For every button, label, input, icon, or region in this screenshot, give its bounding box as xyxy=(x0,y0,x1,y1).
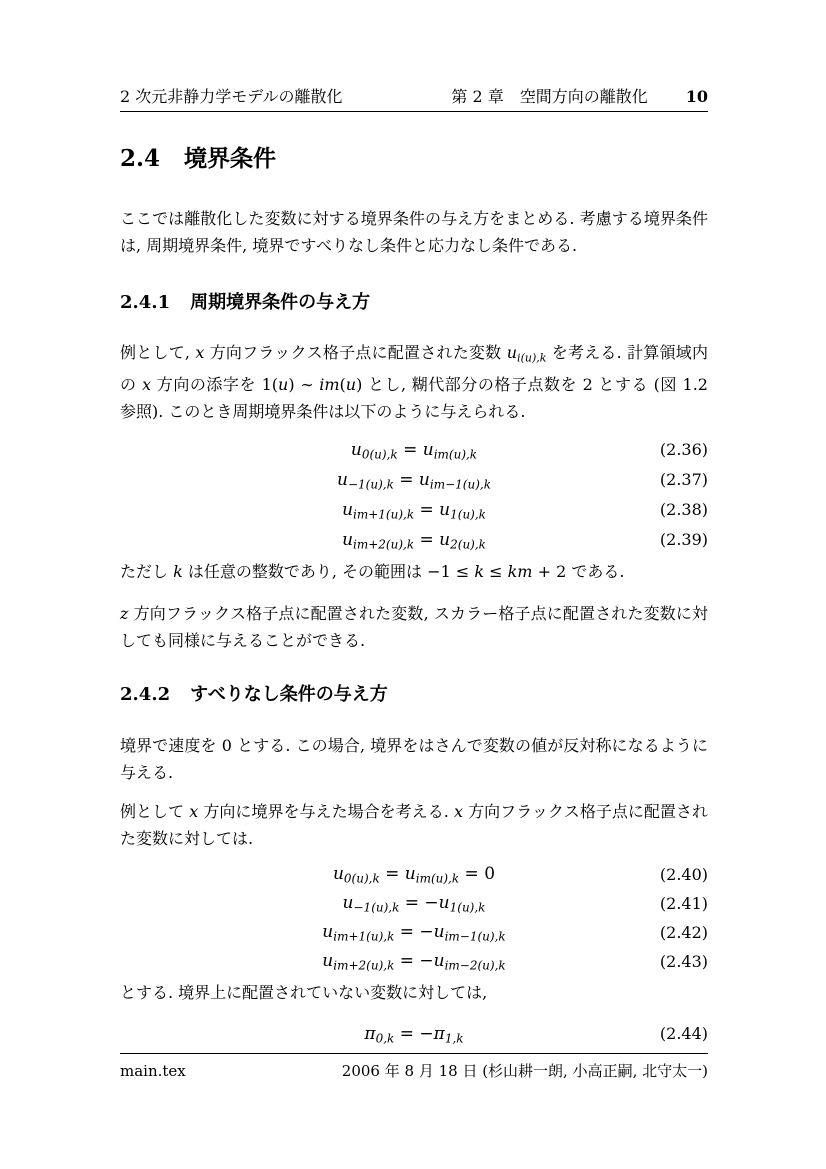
equation-2-43 xyxy=(120,947,708,976)
equation-2-36 xyxy=(120,435,708,465)
section-number: 2.4 xyxy=(120,145,161,172)
equation-body: $u_{im+2(u),k} = -u_{im-2(u),k}$ xyxy=(322,951,506,973)
equation-body: $u_{0(u),k} = u_{im(u),k}$ xyxy=(350,440,478,462)
page-number: 10 xyxy=(685,87,708,106)
equation-label: (2.39) xyxy=(659,530,708,550)
equation-2-40 xyxy=(120,860,708,889)
equation-label: (2.37) xyxy=(659,470,708,490)
running-footer xyxy=(120,1053,708,1081)
equation-body: $u_{-1(u),k} = u_{im-1(u),k}$ xyxy=(337,470,491,492)
page-content xyxy=(120,0,708,1049)
sub2-paragraph-1: 境界で速度を 0 とする. この場合, 境界をはさんで変数の値が反対称になるように与える. xyxy=(120,736,708,783)
equation-group-noslip xyxy=(120,860,708,976)
header-chapter-label: 第 2 章 xyxy=(451,87,504,106)
subsection-2-title xyxy=(120,684,708,706)
subsection-1-title-text: 周期境界条件の与え方 xyxy=(190,292,371,313)
equation-body: $u_{0(u),k} = u_{im(u),k} = 0$ xyxy=(332,864,496,886)
section-title xyxy=(120,145,708,173)
equation-2-38 xyxy=(120,495,708,525)
equation-2-41 xyxy=(120,889,708,918)
subsection-1-number: 2.4.1 xyxy=(120,292,171,313)
header-right xyxy=(451,87,708,106)
equation-group-pi xyxy=(120,1019,708,1049)
equation-label: (2.43) xyxy=(659,952,708,972)
sub2-paragraph-2: 例として x 方向に境界を与えた場合を考える. x 方向フラックス格子点に配置された変数に対しては. xyxy=(120,802,708,849)
header-left-title: 2 次元非静力学モデルの離散化 xyxy=(120,87,343,106)
sub1-paragraph-2: ただし k は任意の整数であり, その範囲は −1 ≤ k ≤ km + 2 である. xyxy=(120,562,625,582)
equation-label: (2.38) xyxy=(659,500,708,520)
intro-paragraph: ここでは離散化した変数に対する境界条件の与え方をまとめる. 考慮する境界条件は, 周期境界条件, 境界ですべりなし条件と応力なし条件である. xyxy=(120,209,708,255)
equation-body: $u_{-1(u),k} = -u_{1(u),k}$ xyxy=(342,893,486,915)
subsection-2-number: 2.4.2 xyxy=(120,684,171,706)
equation-body: $u_{im+1(u),k} = u_{1(u),k}$ xyxy=(342,500,486,522)
equation-label: (2.42) xyxy=(659,923,708,943)
running-header xyxy=(120,87,708,112)
equation-label: (2.44) xyxy=(659,1024,708,1044)
subsection-2-title-text: すべりなし条件の与え方 xyxy=(190,684,388,706)
equation-body: $u_{im+2(u),k} = u_{2(u),k}$ xyxy=(342,530,486,552)
equation-2-37 xyxy=(120,465,708,495)
header-chapter-title: 空間方向の離散化 xyxy=(519,87,648,106)
equation-label: (2.41) xyxy=(659,894,708,914)
footer-date-authors: 2006 年 8 月 18 日 (杉山耕一朗, 小高正嗣, 北守太一) xyxy=(341,1062,708,1080)
equation-2-39 xyxy=(120,525,708,555)
equation-body: $\pi_{0,k} = -\pi_{1,k}$ xyxy=(364,1024,464,1046)
equation-body: $u_{im+1(u),k} = -u_{im-1(u),k}$ xyxy=(322,922,506,944)
sub1-paragraph-3: z 方向フラックス格子点に配置された変数, スカラー格子点に配置された変数に対しても同様に与えることができる. xyxy=(120,604,708,651)
footer-filename: main.tex xyxy=(120,1062,186,1080)
equation-2-42 xyxy=(120,918,708,947)
sub2-paragraph-3: とする. 境界上に配置されていない変数に対しては, xyxy=(120,983,488,1003)
section-title-text: 境界条件 xyxy=(184,146,277,172)
equation-label: (2.36) xyxy=(659,440,708,460)
equation-2-44 xyxy=(120,1019,708,1049)
sub1-paragraph-1: 例として, x 方向フラックス格子点に配置された変数 $u_{i(u),k}$ を考える. 計算領域内の x 方向の添字を 1(u) ∼ im(u) とし, 糊代部分の格子点数を 2 とする (図 1.2 参照). このとき周期境界条件は以下のように与えられる. xyxy=(120,343,708,422)
subsection-1-title xyxy=(120,292,708,314)
equation-group-periodic xyxy=(120,435,708,555)
equation-label: (2.40) xyxy=(659,865,708,885)
